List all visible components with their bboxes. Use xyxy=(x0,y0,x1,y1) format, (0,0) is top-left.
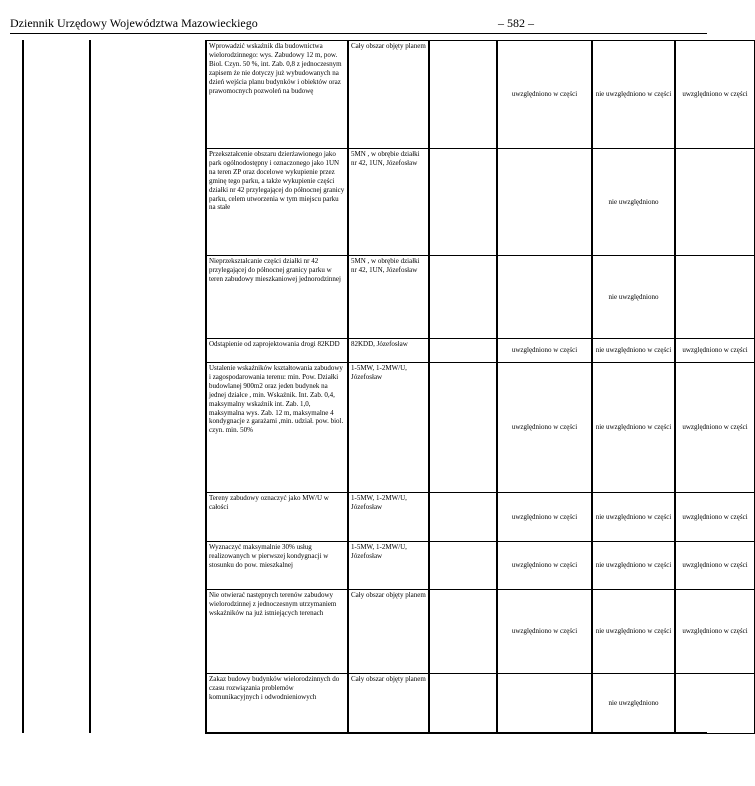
decision-rada-cell-text: nie uwzględniono xyxy=(608,292,659,301)
page-number: – 582 – xyxy=(498,16,534,30)
requirement-cell xyxy=(206,40,348,149)
requirement-cell xyxy=(206,673,348,734)
decision-rada-partial-cell xyxy=(675,492,755,542)
decision-wojt-partial-cell-text: uwzględniono w części xyxy=(511,423,578,431)
decision-rada-partial-cell xyxy=(675,673,755,734)
decision-rada-cell xyxy=(592,492,675,542)
requirement-cell-text: Ustalenie wskaźników kształtowania zabudowy i zagospodarowania terenu: min. Pow. Działki budowlanej 900m2 oraz jeden budynek na jednej działce , min. Wskaźnik. Int. Zab. 0,4, maksymalny wskaźnik int. Zab. 1,0, maksymalna wys. Zab. 12 m, maksymalne 4 kondygnacje z garażami ,min. udział. pow. biol. czyn. min. 50% xyxy=(209,364,344,435)
decision-wojt-cell xyxy=(429,541,497,590)
decision-rada-partial-cell-text: uwzględniono w części xyxy=(682,90,748,98)
decision-rada-partial-cell-text: uwzględniono w części xyxy=(682,512,748,521)
decision-wojt-partial-cell-text: uwzględniono w części xyxy=(511,512,578,521)
requirement-cell-text: Nie otwierać następnych terenów zabudowy wielorodzinnej z jednoczesnym utrzymaniem wskaźników na już istniejących terenach xyxy=(209,591,337,617)
decision-rada-cell xyxy=(592,255,675,339)
decision-wojt-cell xyxy=(429,362,497,493)
location-cell xyxy=(348,255,429,339)
location-cell-text: Cały obszar objęty planem xyxy=(351,591,426,599)
decision-rada-cell xyxy=(592,148,675,256)
journal-title: Dziennik Urzędowy Województwa Mazowieckiego xyxy=(10,16,258,30)
decision-wojt-partial-cell xyxy=(497,589,592,674)
location-cell-text: 5MN , w obrębie działki nr 42, 1UN, Józefosław xyxy=(351,150,420,167)
decision-rada-cell-text: nie uwzględniono w części xyxy=(595,90,672,98)
decision-wojt-partial-cell xyxy=(497,338,592,363)
requirement-cell xyxy=(206,255,348,339)
requirement-cell xyxy=(206,148,348,256)
decision-rada-partial-cell-text: uwzględniono w części xyxy=(682,346,748,354)
decision-wojt-cell xyxy=(429,338,497,363)
location-cell-text: 1-5MW, 1-2MW/U, Józefosław xyxy=(351,364,407,381)
decision-rada-cell-text: nie uwzględniono xyxy=(608,197,659,206)
table-left-edge xyxy=(205,40,207,733)
decision-rada-partial-cell xyxy=(675,589,755,674)
decision-wojt-partial-cell xyxy=(497,362,592,493)
location-cell xyxy=(348,492,429,542)
decision-rada-partial-cell xyxy=(675,255,755,339)
decision-wojt-cell xyxy=(429,255,497,339)
location-cell-text: 5MN , w obrębie działki nr 42, 1UN, Józefosław xyxy=(351,257,420,274)
requirement-cell-text: Zakaz budowy budynków wielorodzinnych do czasu rozwiązania problemów komunikacyjnych i odwodnieniowych xyxy=(209,675,340,701)
decision-rada-cell-text: nie uwzględniono w części xyxy=(595,512,672,521)
decision-rada-cell xyxy=(592,673,675,734)
decision-wojt-partial-cell-text: uwzględniono w części xyxy=(511,346,578,354)
requirement-cell-text: Nieprzekształcanie części działki nr 42 przylegającej do północnej granicy parku w teren zabudowy mieszkaniowej jednorodzinnej xyxy=(209,257,341,283)
decision-wojt-partial-cell xyxy=(497,541,592,590)
decision-rada-partial-cell xyxy=(675,148,755,256)
location-cell-text: 82KDD, Józefosław xyxy=(351,340,408,348)
location-cell xyxy=(348,338,429,363)
decision-rada-cell-text: nie uwzględniono w części xyxy=(595,561,672,569)
requirement-cell-text: Wyznaczyć maksymalnie 30% usług realizowanych w pierwszej kondygnacji w stosunku do pow. mieszkalnej xyxy=(209,543,329,569)
decision-rada-cell-text: nie uwzględniono w części xyxy=(595,346,672,354)
decision-rada-cell-text: nie uwzględniono w części xyxy=(595,423,672,431)
decision-wojt-cell xyxy=(429,492,497,542)
decision-rada-cell xyxy=(592,589,675,674)
location-cell xyxy=(348,673,429,734)
decision-rada-cell xyxy=(592,362,675,493)
location-cell xyxy=(348,40,429,149)
decision-wojt-cell xyxy=(429,148,497,256)
decision-rada-partial-cell-text: uwzględniono w części xyxy=(682,561,748,569)
decision-wojt-partial-cell xyxy=(497,673,592,734)
decision-wojt-partial-cell-text: uwzględniono w części xyxy=(511,561,578,569)
decision-rada-partial-cell-text: uwzględniono w części xyxy=(682,423,748,431)
decision-wojt-cell xyxy=(429,40,497,149)
decision-wojt-partial-cell xyxy=(497,492,592,542)
decision-rada-cell-text: nie uwzględniono xyxy=(608,699,659,707)
table-bottom-edge xyxy=(205,732,707,734)
requirement-cell-text: Odstąpienie od zaprojektowania drogi 82KDD xyxy=(209,340,340,348)
requirement-cell xyxy=(206,338,348,363)
decision-wojt-partial-cell xyxy=(497,148,592,256)
location-cell-text: Cały obszar objęty planem xyxy=(351,675,426,683)
decision-rada-cell xyxy=(592,40,675,149)
decision-wojt-cell xyxy=(429,589,497,674)
location-cell-text: 1-5MW, 1-2MW/U, Józefosław xyxy=(351,543,407,560)
decision-wojt-partial-cell-text: uwzględniono w części xyxy=(511,627,578,635)
requirement-cell xyxy=(206,541,348,590)
decision-rada-cell xyxy=(592,541,675,590)
decision-rada-cell-text: nie uwzględniono w części xyxy=(595,627,672,635)
location-cell xyxy=(348,589,429,674)
decision-rada-partial-cell xyxy=(675,338,755,363)
location-cell xyxy=(348,362,429,493)
requirement-cell-text: Wprowadzić wskaźnik dla budownictwa wielorodzinnego: wys. Zabudowy 12 m, pow. Biol. Czyn. 50 %, int. Zab. 0,8 z jednoczesnym zapisem że nie dotyczy już wybudowanych na dzień wejścia planu budynków i obiektów oraz prawomocnych pozwoleń na budowę xyxy=(209,42,342,95)
requirement-cell xyxy=(206,362,348,493)
requirement-cell xyxy=(206,492,348,542)
decision-wojt-cell xyxy=(429,673,497,734)
requirement-cell xyxy=(206,589,348,674)
location-cell xyxy=(348,148,429,256)
decision-wojt-partial-cell-text: uwzględniono w części xyxy=(511,90,578,98)
requirement-cell-text: Przekształcenie obszaru dzierżawionego jako park ogólnodostępny i oznaczonego jako 1UN na teren ZP oraz docelowe wykupienie przez gminę tego parku, a także wykupienie części działki nr 42 przylegającej do północnej granicy parku, celem utworzenia w tym miejscu parku na stałe xyxy=(209,150,345,212)
decision-rada-cell xyxy=(592,338,675,363)
decision-wojt-partial-cell xyxy=(497,40,592,149)
decision-wojt-partial-cell xyxy=(497,255,592,339)
decision-rada-partial-cell xyxy=(675,541,755,590)
requirement-cell-text: Tereny zabudowy oznaczyć jako MW/U w całości xyxy=(209,494,329,511)
decision-rada-partial-cell xyxy=(675,40,755,149)
decision-rada-partial-cell-text: uwzględniono w części xyxy=(682,627,748,635)
location-cell-text: Cały obszar objęty planem xyxy=(351,42,426,50)
decision-rada-partial-cell xyxy=(675,362,755,493)
location-cell xyxy=(348,541,429,590)
location-cell-text: 1-5MW, 1-2MW/U, Józefosław xyxy=(351,494,407,511)
